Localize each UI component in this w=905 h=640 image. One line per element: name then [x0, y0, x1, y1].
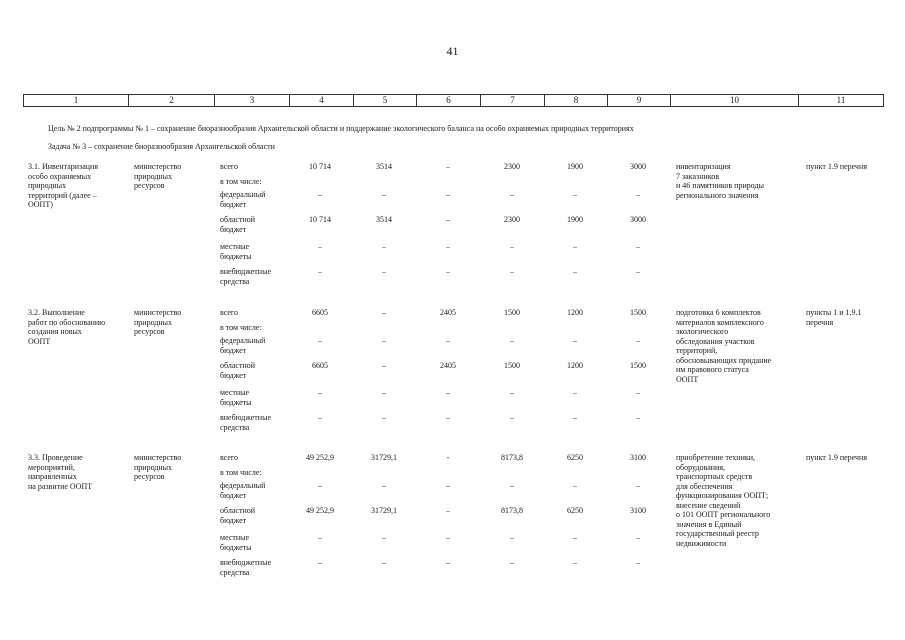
funding-source: федеральный бюджет — [220, 336, 266, 355]
funding-value: 10 714 — [309, 162, 331, 171]
funding-value: – — [510, 267, 514, 276]
funding-value: – — [382, 308, 386, 317]
column-number-header — [23, 94, 884, 107]
funding-value: – — [446, 558, 450, 567]
funding-value: – — [636, 336, 640, 345]
funding-value: 8173,8 — [501, 453, 523, 462]
funding-source: областной бюджет — [220, 215, 256, 234]
funding-value: – — [318, 388, 322, 397]
funding-value: – — [573, 481, 577, 490]
funding-value: – — [382, 267, 386, 276]
goal-heading: Цель № 2 подпрограммы № 1 – сохранение биоразнообразия Архангельской области и поддержание экологического баланса на особо охраняемых природных территориях — [48, 124, 634, 133]
activity-name: 3.2. Выполнение работ по обоснованию создания новых ООПТ — [28, 308, 106, 346]
funding-value: 2405 — [440, 361, 456, 370]
funding-source: внебюджетные средства — [220, 413, 271, 432]
funding-value: – — [636, 190, 640, 199]
funding-value: – — [446, 242, 450, 251]
funding-value: – — [573, 336, 577, 345]
funding-source: внебюджетные средства — [220, 267, 271, 286]
executor: министерство природных ресурсов — [134, 162, 182, 190]
funding-value: 1200 — [567, 361, 583, 370]
funding-value: – — [382, 558, 386, 567]
funding-value: – — [636, 558, 640, 567]
funding-value: – — [636, 242, 640, 251]
funding-value: 10 714 — [309, 215, 331, 224]
funding-value: – — [446, 162, 450, 171]
funding-value: 3514 — [376, 162, 392, 171]
funding-source: в том числе: — [220, 323, 262, 332]
funding-value: – — [446, 533, 450, 542]
funding-value: – — [382, 481, 386, 490]
executor: министерство природных ресурсов — [134, 453, 182, 481]
reference-link: пункты 1 и 1.9.1 перечня — [806, 308, 862, 327]
funding-value: – — [573, 242, 577, 251]
funding-value: – — [636, 267, 640, 276]
funding-value: 3100 — [630, 453, 646, 462]
funding-value: – — [446, 336, 450, 345]
funding-value: 1900 — [567, 162, 583, 171]
column-header: 10 — [671, 95, 799, 107]
funding-value: – — [510, 533, 514, 542]
funding-value: 3000 — [630, 215, 646, 224]
funding-value: 2405 — [440, 308, 456, 317]
funding-value: – — [382, 413, 386, 422]
funding-source: всего — [220, 162, 239, 171]
funding-value: – — [636, 533, 640, 542]
funding-source: в том числе: — [220, 468, 262, 477]
funding-source: областной бюджет — [220, 506, 256, 525]
funding-source: федеральный бюджет — [220, 481, 266, 500]
funding-source: внебюджетные средства — [220, 558, 271, 577]
funding-value: – — [318, 481, 322, 490]
funding-value: – — [446, 215, 450, 224]
funding-value: 6250 — [567, 453, 583, 462]
funding-value: 1500 — [504, 308, 520, 317]
funding-value: 1500 — [630, 361, 646, 370]
funding-value: – — [510, 336, 514, 345]
funding-value: - — [446, 453, 450, 462]
funding-value: 3514 — [376, 215, 392, 224]
funding-value: – — [446, 413, 450, 422]
column-header: 1 — [24, 95, 129, 107]
funding-value: – — [573, 388, 577, 397]
funding-value: – — [382, 533, 386, 542]
funding-source: федеральный бюджет — [220, 190, 266, 209]
funding-source: местные бюджеты — [220, 388, 252, 407]
funding-value: 6250 — [567, 506, 583, 515]
funding-value: – — [382, 242, 386, 251]
funding-value: – — [636, 481, 640, 490]
funding-value: – — [446, 481, 450, 490]
task-heading: Задача № 3 – сохранение биоразнообразия Архангельской области — [48, 142, 275, 151]
funding-value: – — [318, 242, 322, 251]
funding-value: – — [636, 413, 640, 422]
funding-value: – — [382, 361, 386, 370]
reference-link: пункт 1.9 перечня — [806, 453, 868, 462]
funding-source: местные бюджеты — [220, 242, 252, 261]
column-header: 7 — [481, 95, 545, 107]
funding-value: 3100 — [630, 506, 646, 515]
funding-value: – — [573, 267, 577, 276]
funding-value: – — [446, 267, 450, 276]
column-header: 8 — [545, 95, 608, 107]
funding-value: – — [446, 190, 450, 199]
funding-value: – — [510, 242, 514, 251]
column-header: 11 — [799, 95, 884, 107]
funding-value: – — [318, 336, 322, 345]
funding-value: – — [382, 388, 386, 397]
funding-value: – — [510, 558, 514, 567]
activity-name: 3.1. Инвентаризация особо охраняемых природных территорий (далее – ООПТ) — [28, 162, 98, 209]
funding-value: – — [318, 558, 322, 567]
funding-value: – — [318, 267, 322, 276]
funding-value: – — [382, 336, 386, 345]
executor: министерство природных ресурсов — [134, 308, 182, 336]
funding-value: – — [573, 533, 577, 542]
funding-value: – — [382, 190, 386, 199]
funding-value: – — [446, 506, 450, 515]
funding-source: всего — [220, 308, 239, 317]
funding-value: 1200 — [567, 308, 583, 317]
funding-source: в том числе: — [220, 177, 262, 186]
expected-result: подготовка 6 комплектов материалов комплексного экологического обследования участков территорий, обосновывающих придание им правового статуса ООПТ — [676, 308, 772, 384]
funding-value: 49 252,9 — [306, 506, 334, 515]
funding-value: 1500 — [630, 308, 646, 317]
funding-value: 2300 — [504, 215, 520, 224]
funding-value: 31729,1 — [371, 506, 397, 515]
funding-value: – — [446, 388, 450, 397]
funding-value: – — [573, 190, 577, 199]
column-header: 4 — [290, 95, 354, 107]
funding-source: всего — [220, 453, 239, 462]
funding-value: – — [573, 558, 577, 567]
funding-source: областной бюджет — [220, 361, 256, 380]
funding-value: – — [510, 190, 514, 199]
column-header: 2 — [129, 95, 215, 107]
funding-value: 6605 — [312, 361, 328, 370]
column-header: 9 — [608, 95, 671, 107]
funding-value: 1900 — [567, 215, 583, 224]
funding-value: – — [510, 413, 514, 422]
funding-value: 31729,1 — [371, 453, 397, 462]
expected-result: приобретение техники, оборудования, транспортных средств для обеспечения функционирования ООПТ; внесение сведений о 101 ООПТ регионального значения в Единый государственный реестр недвижимости — [676, 453, 771, 548]
column-header: 3 — [215, 95, 290, 107]
activity-name: 3.3. Проведение мероприятий, направленных на развитие ООПТ — [28, 453, 93, 491]
funding-value: 2300 — [504, 162, 520, 171]
funding-value: – — [318, 533, 322, 542]
funding-value: – — [510, 388, 514, 397]
funding-value: 49 252,9 — [306, 453, 334, 462]
page-number: 41 — [446, 44, 459, 58]
expected-result: инвентаризация 7 заказников и 46 памятников природы регионального значения — [676, 162, 764, 200]
reference-link: пункт 1.9 перечня — [806, 162, 868, 171]
funding-value: – — [636, 388, 640, 397]
funding-value: – — [318, 413, 322, 422]
column-header: 6 — [417, 95, 481, 107]
funding-value: 3000 — [630, 162, 646, 171]
column-header: 5 — [354, 95, 417, 107]
funding-value: 6605 — [312, 308, 328, 317]
funding-value: – — [510, 481, 514, 490]
funding-value: – — [573, 413, 577, 422]
funding-value: 8173,8 — [501, 506, 523, 515]
funding-source: местные бюджеты — [220, 533, 252, 552]
funding-value: – — [318, 190, 322, 199]
funding-value: 1500 — [504, 361, 520, 370]
